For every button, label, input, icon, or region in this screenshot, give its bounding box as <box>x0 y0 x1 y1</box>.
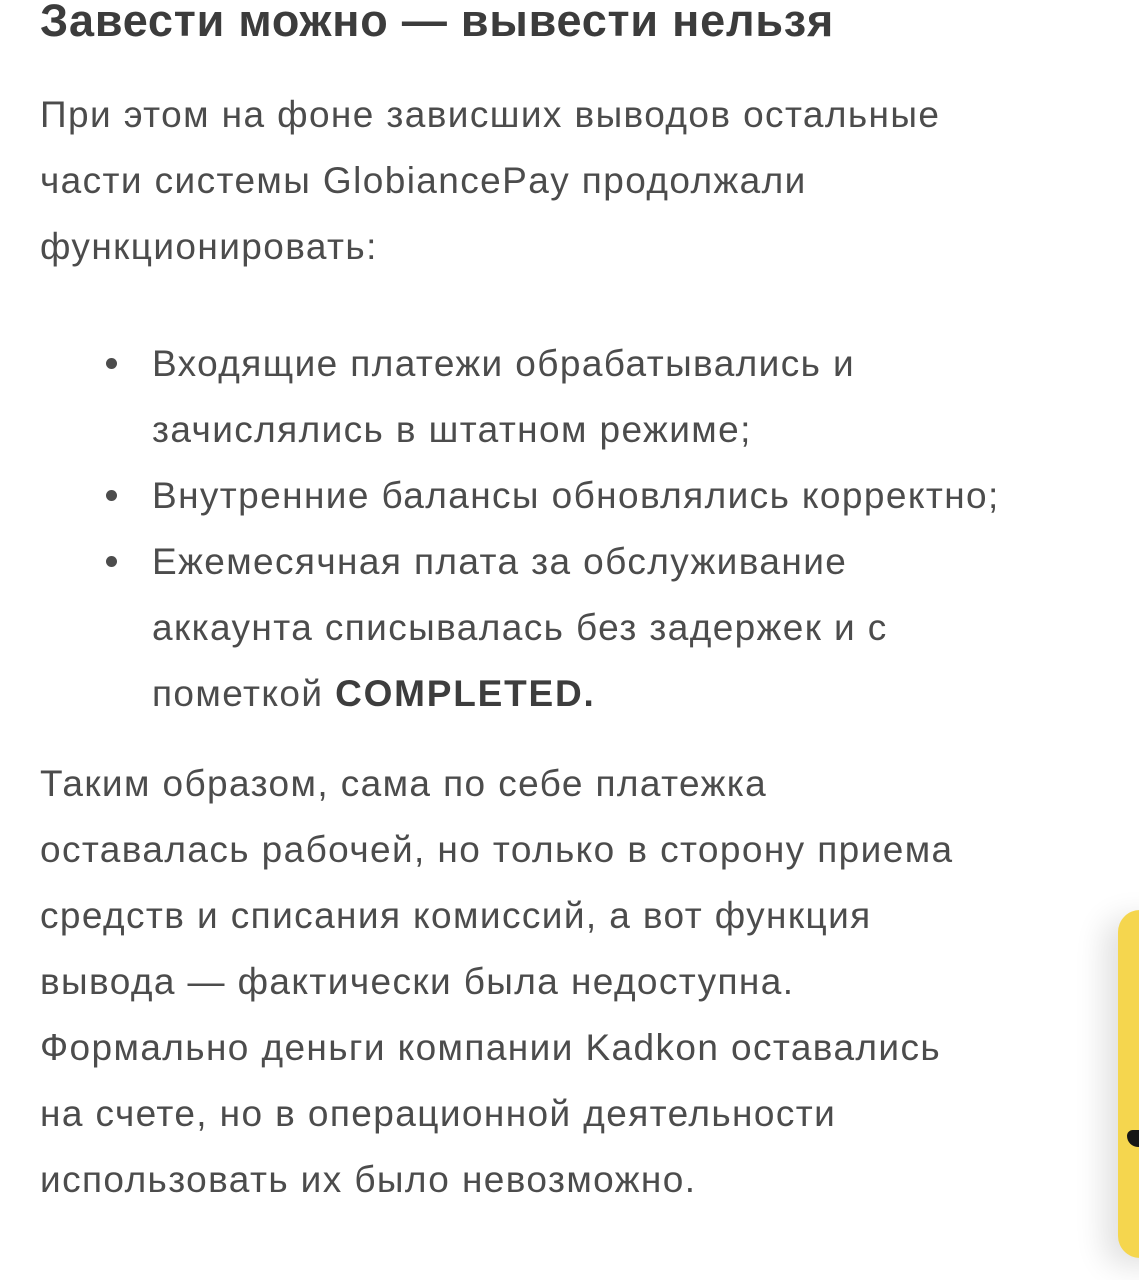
text-line: использовать их было невозможно. <box>40 1159 697 1200</box>
text-line: зачислялись в штатном режиме; <box>152 409 752 450</box>
text-line: аккаунта списывалась без задержек и с <box>152 607 888 648</box>
text-line: При этом на фоне зависших выводов остальные <box>40 94 941 135</box>
bullet-dot-icon <box>106 490 117 501</box>
text-line: на счете, но в операционной деятельности <box>40 1093 837 1134</box>
text-line <box>152 661 1129 727</box>
list-item <box>40 331 1129 463</box>
text-line: Формально деньги компании Kadkon оставались <box>40 1027 942 1068</box>
text-line: средств и списания комиссий, а вот функция <box>40 895 872 936</box>
text-line: части системы GlobiancePay продолжали <box>40 160 807 201</box>
text-line: оставалась рабочей, но только в сторону приема <box>40 829 954 870</box>
chat-widget-button[interactable] <box>1118 910 1139 1258</box>
text-line: Внутренние балансы обновлялись корректно; <box>152 475 1000 516</box>
widget-icon <box>1127 1130 1139 1147</box>
text-line: вывода — фактически была недоступна. <box>40 961 795 1002</box>
bullet-dot-icon <box>106 556 117 567</box>
text-line: функционировать: <box>40 226 378 267</box>
text-line: Таким образом, сама по себе платежка <box>40 763 768 804</box>
text-line: Входящие платежи обрабатывались и <box>152 343 856 384</box>
list-item <box>40 529 1129 727</box>
completed-status-label: COMPLETED. <box>335 673 596 714</box>
text-segment: пометкой <box>152 673 336 714</box>
closing-paragraph <box>40 751 1129 1213</box>
bullet-dot-icon <box>106 358 117 369</box>
intro-paragraph <box>40 82 1129 280</box>
text-line: Ежемесячная плата за обслуживание <box>152 541 848 582</box>
bullet-list <box>40 331 1129 727</box>
list-item <box>40 463 1129 529</box>
article-heading: Завести можно — вывести нельзя <box>40 0 835 46</box>
